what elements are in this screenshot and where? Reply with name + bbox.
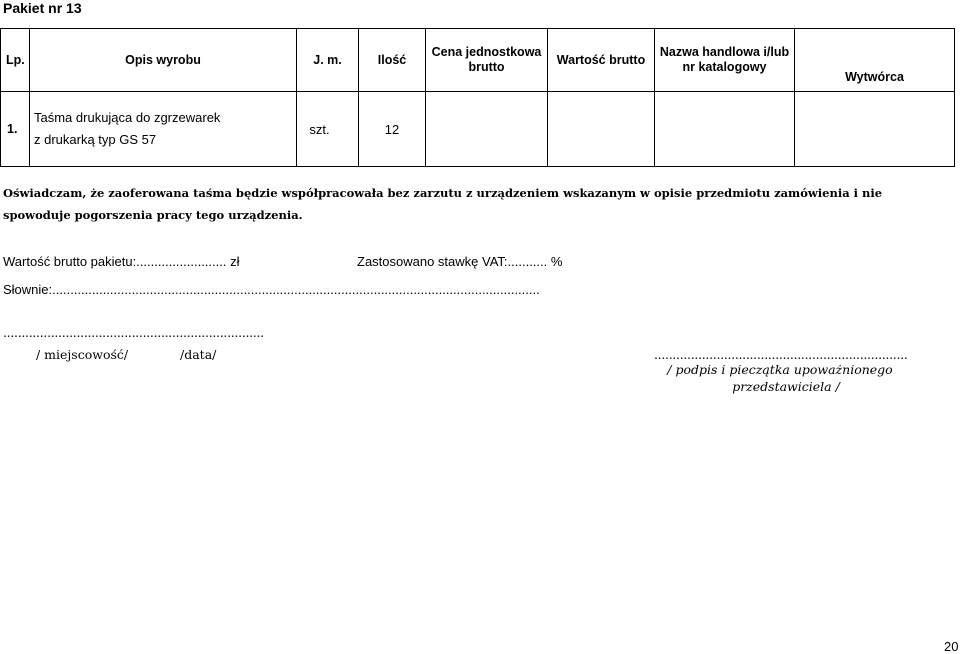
package-value-label: Wartość brutto pakietu:......................... zł (3, 254, 240, 269)
vat-rate-label: Zastosowano stawkę VAT:........... % (357, 254, 563, 269)
cell-opis-line2: z drukarką typ GS 57 (34, 132, 157, 147)
header-nazwa: Nazwa handlowa i/lub nr katalogowy (655, 29, 795, 92)
cell-nazwa[interactable] (655, 92, 795, 167)
header-lp: Lp. (1, 29, 30, 92)
cell-lp: 1. (1, 92, 30, 167)
signature-label-line1: / podpis i pieczątka upoważnionego (667, 362, 893, 377)
header-jm: J. m. (297, 29, 359, 92)
header-wartosc: Wartość brutto (548, 29, 655, 92)
place-date-dots: ....................................................................... (3, 325, 264, 340)
cell-jm-text: szt. (309, 121, 330, 137)
table-header-row (1, 29, 955, 92)
cell-ilosc: 12 (359, 92, 426, 167)
page-title: Pakiet nr 13 (3, 0, 82, 16)
cell-jm (297, 92, 359, 167)
offer-table (0, 28, 955, 167)
cell-wytworca[interactable] (795, 92, 955, 167)
cell-wartosc[interactable] (548, 92, 655, 167)
cell-cena[interactable] (426, 92, 548, 167)
header-wytworca: Wytwórca (795, 29, 955, 92)
header-ilosc: Ilość (359, 29, 426, 92)
table-row (1, 92, 955, 167)
amount-in-words-label: Słownie:....................................................................................................................................... (3, 282, 540, 297)
page-number: 20 (944, 639, 959, 654)
header-opis: Opis wyrobu (30, 29, 297, 92)
header-cena: Cena jednostkowa brutto (426, 29, 548, 92)
signature-dots: ..................................................................... (654, 347, 908, 362)
cell-opis-line1: Taśma drukująca do zgrzewarek (34, 110, 221, 125)
declaration-text: Oświadczam, że zaoferowana taśma będzie współpracowała bez zarzutu z urządzeniem wskazanym w opisie przedmiotu zamówienia i nie spowoduje pogorszenia pracy tego urządzenia. (3, 186, 883, 222)
place-label: / miejscowość/ (36, 347, 129, 362)
signature-label-line2: przedstawiciela / (732, 379, 840, 394)
cell-opis (30, 92, 297, 167)
date-label: /data/ (180, 347, 217, 362)
